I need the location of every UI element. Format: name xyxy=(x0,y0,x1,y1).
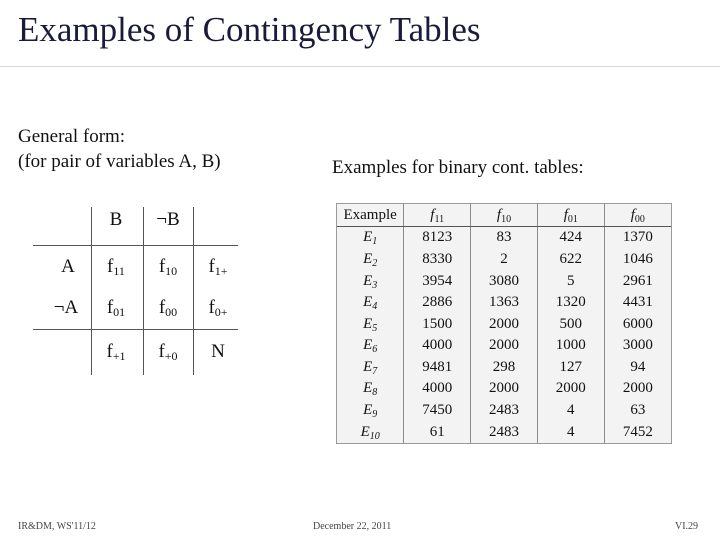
example-value-cell: 1370 xyxy=(604,227,671,249)
cell-f01: $f_{01}$ xyxy=(106,297,126,319)
example-value-cell: 8123 xyxy=(404,227,471,249)
example-value-cell: 2000 xyxy=(471,378,538,400)
example-name: $E_8$ xyxy=(363,380,378,399)
example-row xyxy=(337,378,671,400)
column-rule xyxy=(143,207,144,375)
footer-center: December 22, 2011 xyxy=(313,521,392,532)
example-value-cell: 424 xyxy=(537,227,604,249)
example-value-cell: 7452 xyxy=(604,421,671,443)
col-header-b: B xyxy=(109,209,123,230)
example-row xyxy=(337,292,671,314)
example-value-cell: 94 xyxy=(604,357,671,379)
footer-right: VI.29 xyxy=(675,521,699,532)
header-f11: $f_{11}$ xyxy=(404,204,471,227)
general-form-label: General form: xyxy=(18,126,126,147)
example-row xyxy=(337,357,671,379)
example-value-cell: 2000 xyxy=(471,313,538,335)
cell-f1plus: $f_{1+}$ xyxy=(208,256,228,278)
example-value-cell: 83 xyxy=(471,227,538,249)
example-value-cell: 2483 xyxy=(471,400,538,422)
general-form-text xyxy=(18,124,221,174)
header-example: Example xyxy=(337,204,404,227)
cell-total-n: N xyxy=(211,341,225,362)
example-value-cell: 4 xyxy=(537,400,604,422)
cell-fplus0: $f_{+0}$ xyxy=(158,341,178,363)
example-name: $E_7$ xyxy=(363,358,378,377)
example-value-cell: 4000 xyxy=(404,378,471,400)
examples-header-row xyxy=(337,204,671,227)
title-divider xyxy=(0,66,720,67)
cell-fplus1: $f_{+1}$ xyxy=(106,341,126,363)
footer-left: IR&DM, WS'11/12 xyxy=(18,521,96,532)
header-f01: $f_{01}$ xyxy=(537,204,604,227)
example-value-cell: 3000 xyxy=(604,335,671,357)
example-row xyxy=(337,313,671,335)
example-name: $E_5$ xyxy=(363,315,378,334)
example-value-cell: 1363 xyxy=(471,292,538,314)
example-name: $E_{10}$ xyxy=(360,423,380,442)
example-value-cell: 2000 xyxy=(471,335,538,357)
example-value-cell: 4431 xyxy=(604,292,671,314)
example-name: $E_1$ xyxy=(363,229,378,248)
example-value-cell: 2000 xyxy=(604,378,671,400)
example-row xyxy=(337,335,671,357)
example-value-cell: 4000 xyxy=(404,335,471,357)
cell-f0plus: $f_{0+}$ xyxy=(208,297,228,319)
example-value-cell: 5 xyxy=(537,270,604,292)
example-value-cell: 127 xyxy=(537,357,604,379)
example-value-cell: 500 xyxy=(537,313,604,335)
example-value-cell: 3080 xyxy=(471,270,538,292)
general-contingency-table xyxy=(33,207,238,377)
example-value-cell: 9481 xyxy=(404,357,471,379)
totals-column-rule xyxy=(193,207,194,375)
example-value-cell: 63 xyxy=(604,400,671,422)
example-value-cell: 8330 xyxy=(404,249,471,271)
cell-f11: $f_{11}$ xyxy=(107,256,125,278)
example-value-cell: 2961 xyxy=(604,270,671,292)
row-header-not-a: ¬A xyxy=(53,297,79,318)
example-value-cell: 2483 xyxy=(471,421,538,443)
example-row xyxy=(337,227,671,249)
example-name: $E_6$ xyxy=(363,337,378,356)
row-header-a: A xyxy=(61,256,75,277)
example-value-cell: 6000 xyxy=(604,313,671,335)
example-value-cell: 4 xyxy=(537,421,604,443)
col-header-not-b: ¬B xyxy=(156,209,180,230)
example-row xyxy=(337,400,671,422)
header-f00: $f_{00}$ xyxy=(604,204,671,227)
examples-table xyxy=(336,203,672,444)
row-header-rule xyxy=(91,207,92,375)
example-name: $E_2$ xyxy=(363,251,378,269)
example-value-cell: 1046 xyxy=(604,249,671,271)
totals-rule xyxy=(33,329,238,330)
example-value-cell: 61 xyxy=(404,421,471,443)
slide-title: Examples of Contingency Tables xyxy=(18,10,481,49)
example-value-cell: 1000 xyxy=(537,335,604,357)
example-value-cell: 7450 xyxy=(404,400,471,422)
examples-heading: Examples for binary cont. tables: xyxy=(332,157,584,178)
example-value-cell: 3954 xyxy=(404,270,471,292)
cell-f00: $f_{00}$ xyxy=(158,297,178,319)
example-value-cell: 1500 xyxy=(404,313,471,335)
example-value-cell: 298 xyxy=(471,357,538,379)
example-row xyxy=(337,421,671,443)
example-name: $E_4$ xyxy=(363,294,378,313)
header-f10: $f_{10}$ xyxy=(471,204,538,227)
header-rule xyxy=(33,245,238,246)
example-name: $E_3$ xyxy=(363,272,378,291)
cell-f10: $f_{10}$ xyxy=(158,256,178,278)
example-row xyxy=(337,270,671,292)
example-value-cell: 2 xyxy=(471,249,538,271)
example-value-cell: 2886 xyxy=(404,292,471,314)
example-value-cell: 2000 xyxy=(537,378,604,400)
example-name: $E_9$ xyxy=(363,402,378,421)
example-value-cell: 622 xyxy=(537,249,604,271)
example-value-cell: 1320 xyxy=(537,292,604,314)
variables-note: (for pair of variables A, B) xyxy=(18,151,221,172)
example-row xyxy=(337,249,671,271)
